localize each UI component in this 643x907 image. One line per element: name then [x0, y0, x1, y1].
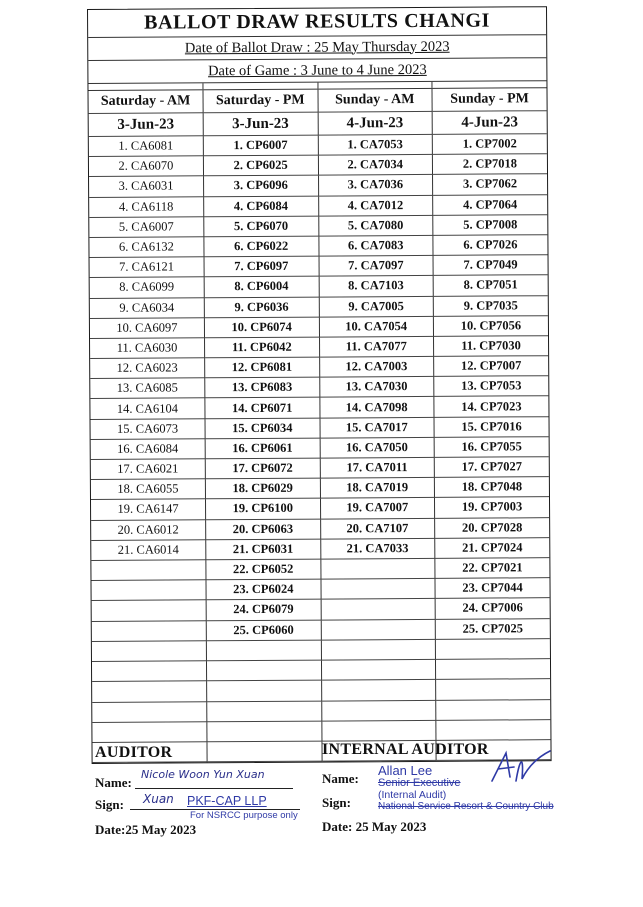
result-cell: 22. CP6052: [206, 559, 321, 580]
auditor-heading: AUDITOR: [95, 744, 173, 761]
result-cell: 4. CP7064: [433, 194, 548, 215]
result-cell: 6. CP6022: [204, 236, 319, 257]
result-cell: 7. CP7049: [433, 255, 548, 276]
result-cell: 5. CP7008: [433, 214, 548, 235]
spacer-cell: [433, 81, 547, 88]
empty-cell: [206, 640, 321, 661]
result-cell: 17. CA7011: [320, 457, 435, 478]
result-cell: 13. CP6083: [205, 377, 320, 398]
result-cell: 15. CP6034: [205, 418, 320, 439]
internal-auditor-organisation: National Service Resort & Country Club: [378, 801, 554, 812]
table-row: [89, 194, 547, 217]
internal-auditor-signature-icon: [484, 747, 554, 787]
result-cell: 4. CA6118: [89, 196, 204, 217]
empty-cell: [207, 680, 322, 701]
result-cell: 11. CA7077: [319, 336, 434, 357]
empty-cell: [92, 640, 207, 661]
result-cell: 13. CA6085: [90, 378, 205, 399]
result-cell: [92, 620, 207, 641]
result-cell: 17. CP6072: [205, 458, 320, 479]
column-day-header: Saturday - PM: [203, 90, 318, 113]
result-cell: 23. CP6024: [206, 579, 321, 600]
result-cell: 2. CP6025: [203, 155, 318, 176]
table-row: [91, 578, 549, 601]
auditor-block: [95, 744, 310, 844]
table-row: [90, 295, 548, 318]
table-row: [91, 416, 549, 439]
result-cell: 8. CA6099: [90, 277, 205, 298]
empty-cell: [206, 660, 321, 681]
table-row: [92, 598, 550, 621]
result-cell: 22. CP7021: [435, 558, 550, 579]
auditor-name-handwriting: Nicole Woon Yun Xuan: [141, 768, 265, 781]
game-date: [88, 58, 546, 84]
table-row: [91, 497, 549, 520]
result-cell: 1. CA6081: [89, 136, 204, 157]
result-cell: 21. CA7033: [320, 538, 435, 559]
result-cell: 9. CP6036: [204, 297, 319, 318]
blank-row: [92, 699, 550, 722]
result-cell: [320, 579, 435, 600]
ballot-draw-date-text: Date of Ballot Draw : 25 May Thursday 2023: [184, 38, 450, 56]
result-cell: 20. CA7107: [320, 518, 435, 539]
result-cell: 10. CA6097: [90, 317, 205, 338]
result-cell: 2. CA7034: [318, 155, 433, 176]
result-cell: 14. CA6104: [90, 398, 205, 419]
result-cell: 15. CA6073: [91, 418, 206, 439]
result-cell: 12. CA7003: [319, 356, 434, 377]
result-cell: 14. CP7023: [434, 396, 549, 417]
empty-cell: [321, 639, 436, 660]
result-cell: 13. CP7053: [434, 376, 549, 397]
result-cell: 4. CP6084: [204, 196, 319, 217]
empty-cell: [436, 720, 551, 741]
internal-auditor-sign-label: Sign:: [322, 795, 351, 810]
column-date-row: [89, 111, 547, 137]
table-row: [91, 477, 549, 500]
result-cell: 5. CA6007: [89, 217, 204, 238]
empty-cell: [436, 699, 551, 720]
result-cell: 13. CA7030: [319, 377, 434, 398]
blank-row: [92, 720, 550, 743]
result-cell: 7. CP6097: [204, 256, 319, 277]
empty-cell: [321, 659, 436, 680]
ballot-draw-date: [88, 35, 546, 61]
internal-auditor-date: Date: 25 May 2023: [322, 819, 427, 834]
empty-cell: [321, 700, 436, 721]
result-cell: 7. CA7097: [319, 256, 434, 277]
result-cell: 5. CA7080: [318, 215, 433, 236]
result-cell: 7. CA6121: [90, 257, 205, 278]
internal-auditor-heading: INTERNAL AUDITOR: [322, 741, 489, 758]
result-cell: 24. CP6079: [206, 599, 321, 620]
empty-cell: [92, 701, 207, 722]
table-row: [89, 214, 547, 237]
result-cell: 25. CP7025: [435, 618, 550, 639]
result-cell: [91, 560, 206, 581]
internal-auditor-block: [322, 741, 562, 841]
result-cell: 3. CA6031: [89, 176, 204, 197]
table-row: [90, 356, 548, 379]
table-row: [89, 154, 547, 177]
result-cell: 18. CA6055: [91, 479, 206, 500]
table-row: [89, 134, 547, 157]
result-cell: 16. CP7055: [434, 437, 549, 458]
table-row: [91, 537, 549, 560]
result-cell: [91, 580, 206, 601]
result-cell: 19. CP6100: [205, 498, 320, 519]
table-row: [91, 517, 549, 540]
table-row: [89, 174, 547, 197]
blank-row: [92, 659, 550, 682]
result-cell: 21. CP7024: [435, 537, 550, 558]
table-row: [90, 376, 548, 399]
result-cell: 25. CP6060: [206, 620, 321, 641]
result-cell: 19. CP7003: [434, 497, 549, 518]
result-cell: 6. CA7083: [318, 235, 433, 256]
result-cell: 11. CP7030: [434, 336, 549, 357]
result-cell: 8. CP7051: [433, 275, 548, 296]
result-cell: 15. CA7017: [320, 417, 435, 438]
auditor-purpose-stamp: For NSRCC purpose only: [190, 810, 298, 821]
result-cell: 17. CP7027: [434, 457, 549, 478]
result-cell: 12. CP7007: [434, 356, 549, 377]
table-row: [90, 255, 548, 278]
blank-row: [92, 679, 550, 702]
result-cell: 19. CA6147: [91, 499, 206, 520]
game-date-text: Date of Game : 3 June to 4 June 2023: [207, 61, 427, 79]
result-cell: 9. CA7005: [319, 296, 434, 317]
result-cell: 12. CP6081: [205, 357, 320, 378]
table-row: [91, 558, 549, 581]
column-day-header: Sunday - PM: [432, 88, 547, 111]
result-cell: [320, 558, 435, 579]
document-title: BALLOT DRAW RESULTS CHANGI: [88, 7, 546, 38]
spacer-cell: [203, 83, 318, 90]
result-cell: 8. CA7103: [319, 276, 434, 297]
result-cell: 18. CP7048: [434, 477, 549, 498]
result-cell: 21. CA6014: [91, 540, 206, 561]
empty-cell: [321, 680, 436, 701]
result-cell: 1. CP6007: [203, 135, 318, 156]
result-cell: 20. CP7028: [435, 517, 550, 538]
result-cell: 20. CA6012: [91, 519, 206, 540]
spacer-cell: [88, 83, 203, 90]
table-row: [89, 235, 547, 258]
result-cell: 11. CA6030: [90, 338, 205, 359]
result-cell: 11. CP6042: [205, 337, 320, 358]
result-cell: 20. CP6063: [206, 519, 321, 540]
result-cell: 16. CA6084: [91, 439, 206, 460]
table-row: [91, 457, 549, 480]
result-cell: 24. CP7006: [435, 598, 550, 619]
auditor-signature: Xuan: [143, 792, 174, 806]
result-cell: 15. CP7016: [434, 416, 549, 437]
internal-auditor-name-label: Name:: [322, 771, 359, 786]
result-cell: 10. CA7054: [319, 316, 434, 337]
empty-cell: [207, 701, 322, 722]
ballot-results-sheet: [87, 6, 552, 764]
internal-auditor-department: (Internal Audit): [378, 789, 447, 801]
column-date-header: 4-Jun-23: [432, 111, 547, 135]
table-row: [92, 618, 550, 641]
result-cell: [92, 600, 207, 621]
result-cell: 5. CP6070: [204, 216, 319, 237]
auditor-date: Date:25 May 2023: [95, 822, 197, 837]
empty-cell: [321, 720, 436, 741]
result-cell: 16. CA7050: [320, 437, 435, 458]
result-cell: 2. CP7018: [432, 154, 547, 175]
table-row: [90, 336, 548, 359]
empty-cell: [207, 721, 322, 742]
table-row: [90, 275, 548, 298]
column-day-header: Sunday - AM: [317, 89, 432, 112]
results-table: [89, 88, 551, 763]
spacer-cell: [318, 82, 433, 89]
result-cell: 3. CP6096: [204, 175, 319, 196]
result-cell: 21. CP6031: [206, 539, 321, 560]
result-cell: 6. CA6132: [89, 237, 204, 258]
column-date-header: 4-Jun-23: [318, 111, 433, 135]
table-row: [90, 315, 548, 338]
auditor-sign-label: Sign:: [95, 797, 124, 812]
result-cell: 1. CA7053: [318, 134, 433, 155]
result-cell: 17. CA6021: [91, 459, 206, 480]
result-cell: 4. CA7012: [318, 195, 433, 216]
result-cell: 18. CP6029: [205, 478, 320, 499]
result-cell: [321, 599, 436, 620]
result-cell: 23. CP7044: [435, 578, 550, 599]
table-row: [90, 396, 548, 419]
internal-auditor-position: Senior Executive: [378, 777, 461, 789]
empty-cell: [92, 722, 207, 743]
result-cell: 9. CP7035: [433, 295, 548, 316]
table-row: [91, 437, 549, 460]
empty-cell: [435, 638, 550, 659]
result-cell: 2. CA6070: [89, 156, 204, 177]
empty-cell: [92, 681, 207, 702]
result-cell: 10. CP6074: [204, 317, 319, 338]
column-date-header: 3-Jun-23: [89, 113, 204, 137]
result-cell: 14. CP6071: [205, 398, 320, 419]
auditor-name-label: Name:: [95, 775, 132, 790]
result-cell: [321, 619, 436, 640]
empty-cell: [436, 679, 551, 700]
auditor-name-line: [135, 788, 293, 789]
result-cell: 6. CP7026: [433, 235, 548, 256]
auditor-firm: PKF-CAP LLP: [187, 794, 267, 808]
result-cell: 18. CA7019: [320, 478, 435, 499]
column-day-header: Saturday - AM: [89, 90, 204, 113]
result-cell: 3. CA7036: [318, 175, 433, 196]
result-cell: 1. CP7002: [432, 134, 547, 155]
column-header-row: [89, 88, 547, 113]
blank-row: [92, 638, 550, 661]
result-cell: 9. CA6034: [90, 297, 205, 318]
result-cell: 16. CP6061: [205, 438, 320, 459]
column-date-header: 3-Jun-23: [203, 112, 318, 136]
result-cell: 12. CA6023: [90, 358, 205, 379]
empty-cell: [435, 659, 550, 680]
result-cell: 10. CP7056: [433, 315, 548, 336]
result-cell: 8. CP6004: [204, 276, 319, 297]
result-cell: 3. CP7062: [433, 174, 548, 195]
internal-auditor-name: Allan Lee: [378, 763, 433, 778]
result-cell: 14. CA7098: [319, 397, 434, 418]
result-cell: 19. CA7007: [320, 498, 435, 519]
empty-cell: [92, 661, 207, 682]
